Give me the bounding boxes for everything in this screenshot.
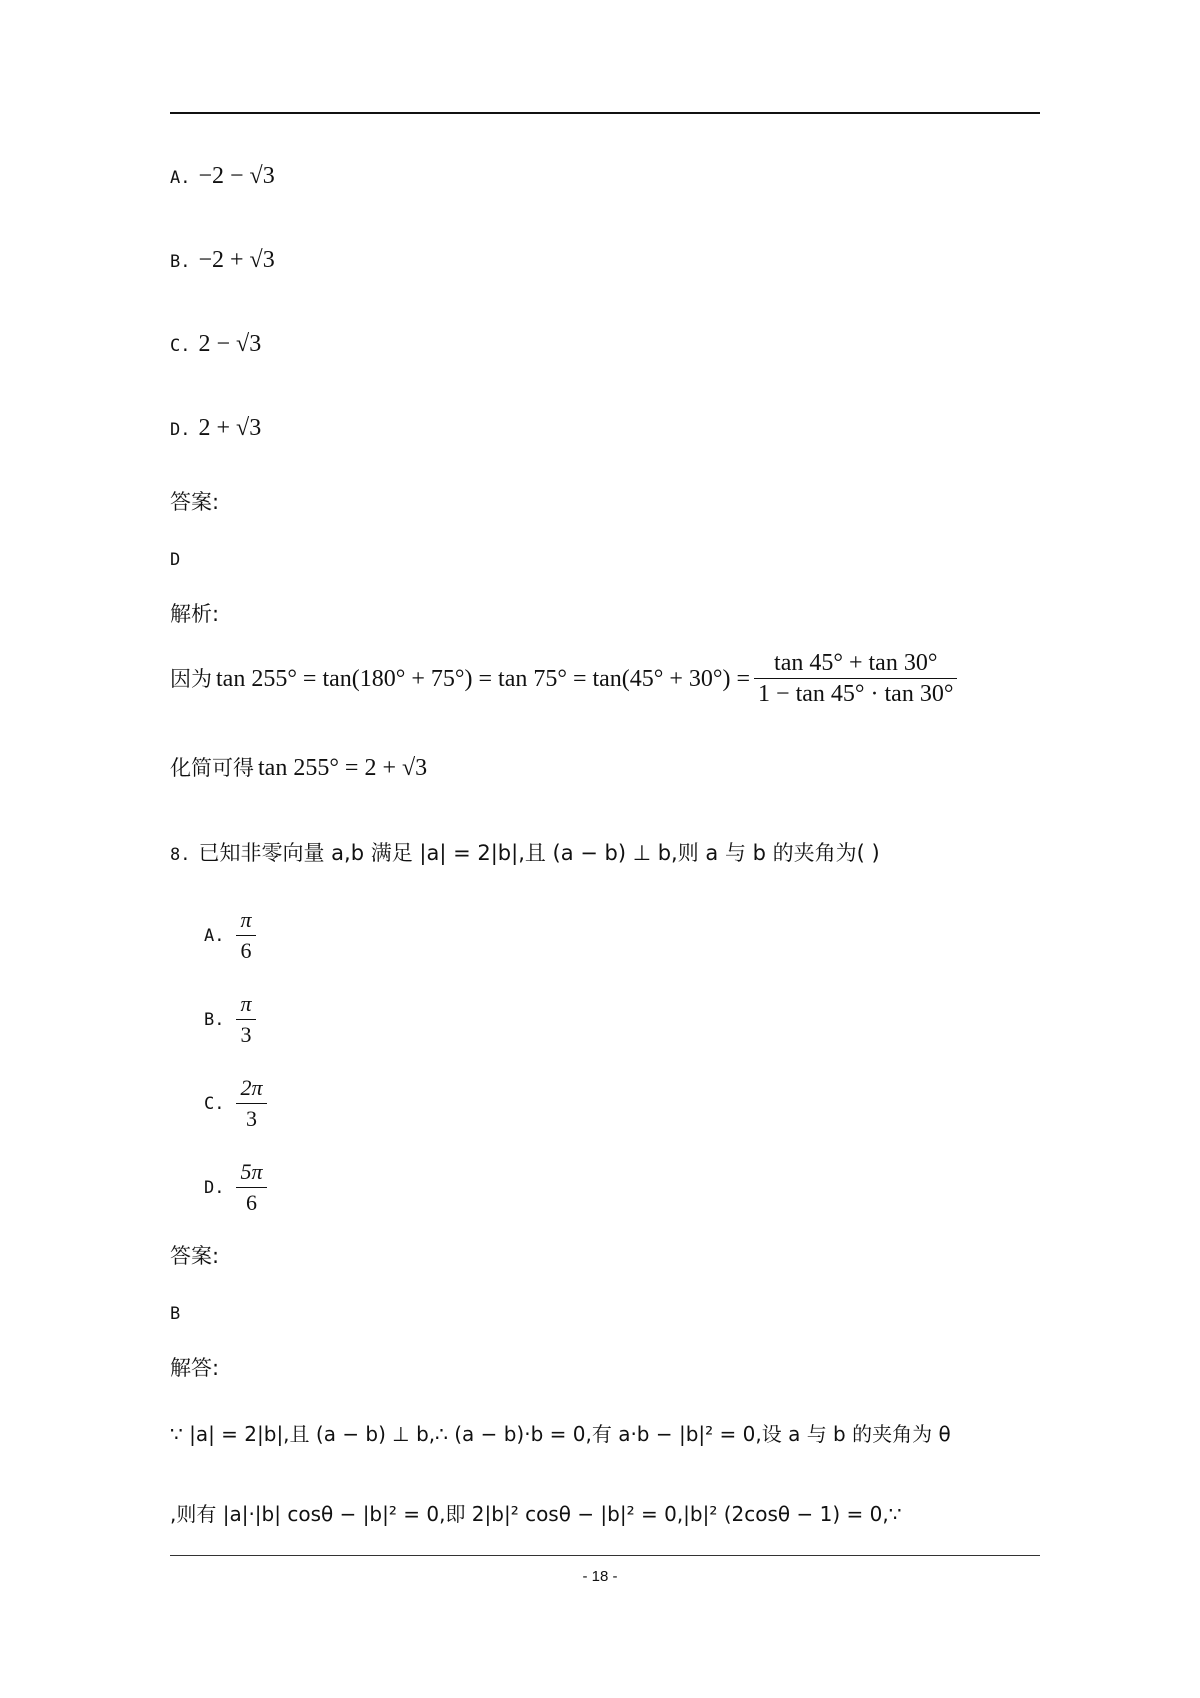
q7-analysis-fraction: $\frac{\tan 45^\circ + \tan 30^\circ}{1 - \tan 45^\circ \cdot \tan 30^\circ}$ — [754, 648, 957, 709]
header-rule — [170, 112, 1040, 114]
q7-analysis-formula — [170, 648, 961, 709]
q8-solution-label: 解答: — [170, 1356, 220, 1380]
q7-analysis-label: 解析: — [170, 602, 220, 626]
q8-solution-line2: ,则有 |a|·|b| cosθ − |b|² = 0,即 2|b|² cosθ − |b|² = 0,|b|² (2cosθ − 1) = 0,∵ — [170, 1502, 902, 1526]
q7-option-c: C. 2 − √3 — [170, 331, 262, 357]
page-number: - 18 - — [582, 1568, 618, 1585]
q8-solution-line1: ∵ |a| = 2|b|,且 (a − b) ⊥ b,∴ (a − b)·b = 0,有 a·b − |b|² = 0,设 a 与 b 的夹角为 θ — [170, 1422, 951, 1446]
q8-answer: B — [170, 1304, 181, 1324]
footer-rule — [170, 1555, 1040, 1556]
q7-option-b: B. −2 + √3 — [170, 247, 275, 273]
q7-analysis-chain: tan 255° = tan(180° + 75°) = tan 75° = tan(45° + 30°) = — [216, 665, 751, 692]
q7-simplify: 化简可得 tan 255° = 2 + √3 — [170, 755, 428, 781]
q8-answer-label: 答案: — [170, 1244, 220, 1268]
q7-analysis-prefix: 因为 — [170, 666, 212, 691]
q8-question-text: 已知非零向量 a,b 满足 |a| = 2|b|,且 (a − b) ⊥ b,则 a 与 b 的夹角为( ) — [198, 841, 880, 865]
q7-option-c-expr: 2 − √3 — [198, 331, 262, 357]
q8-option-c: C. $\frac{2\pi}{3}$ — [204, 1073, 271, 1134]
q8-option-a: A. $\frac{\pi}{6}$ — [204, 905, 260, 966]
q8-option-b: B. $\frac{\pi}{3}$ — [204, 989, 260, 1050]
q8-question: 8. 已知非零向量 a,b 满足 |a| = 2|b|,且 (a − b) ⊥ b,则 a 与 b 的夹角为( ) — [170, 841, 880, 865]
q7-option-a-expr: −2 − √3 — [198, 163, 275, 189]
q7-option-d: D. 2 + √3 — [170, 415, 262, 441]
q7-option-d-expr: 2 + √3 — [198, 415, 262, 441]
q7-option-b-expr: −2 + √3 — [198, 247, 275, 273]
q7-answer-label: 答案: — [170, 490, 220, 514]
q7-answer: D — [170, 550, 181, 570]
q8-option-d: D. $\frac{5\pi}{6}$ — [204, 1157, 271, 1218]
q7-option-a: A. −2 − √3 — [170, 163, 275, 189]
